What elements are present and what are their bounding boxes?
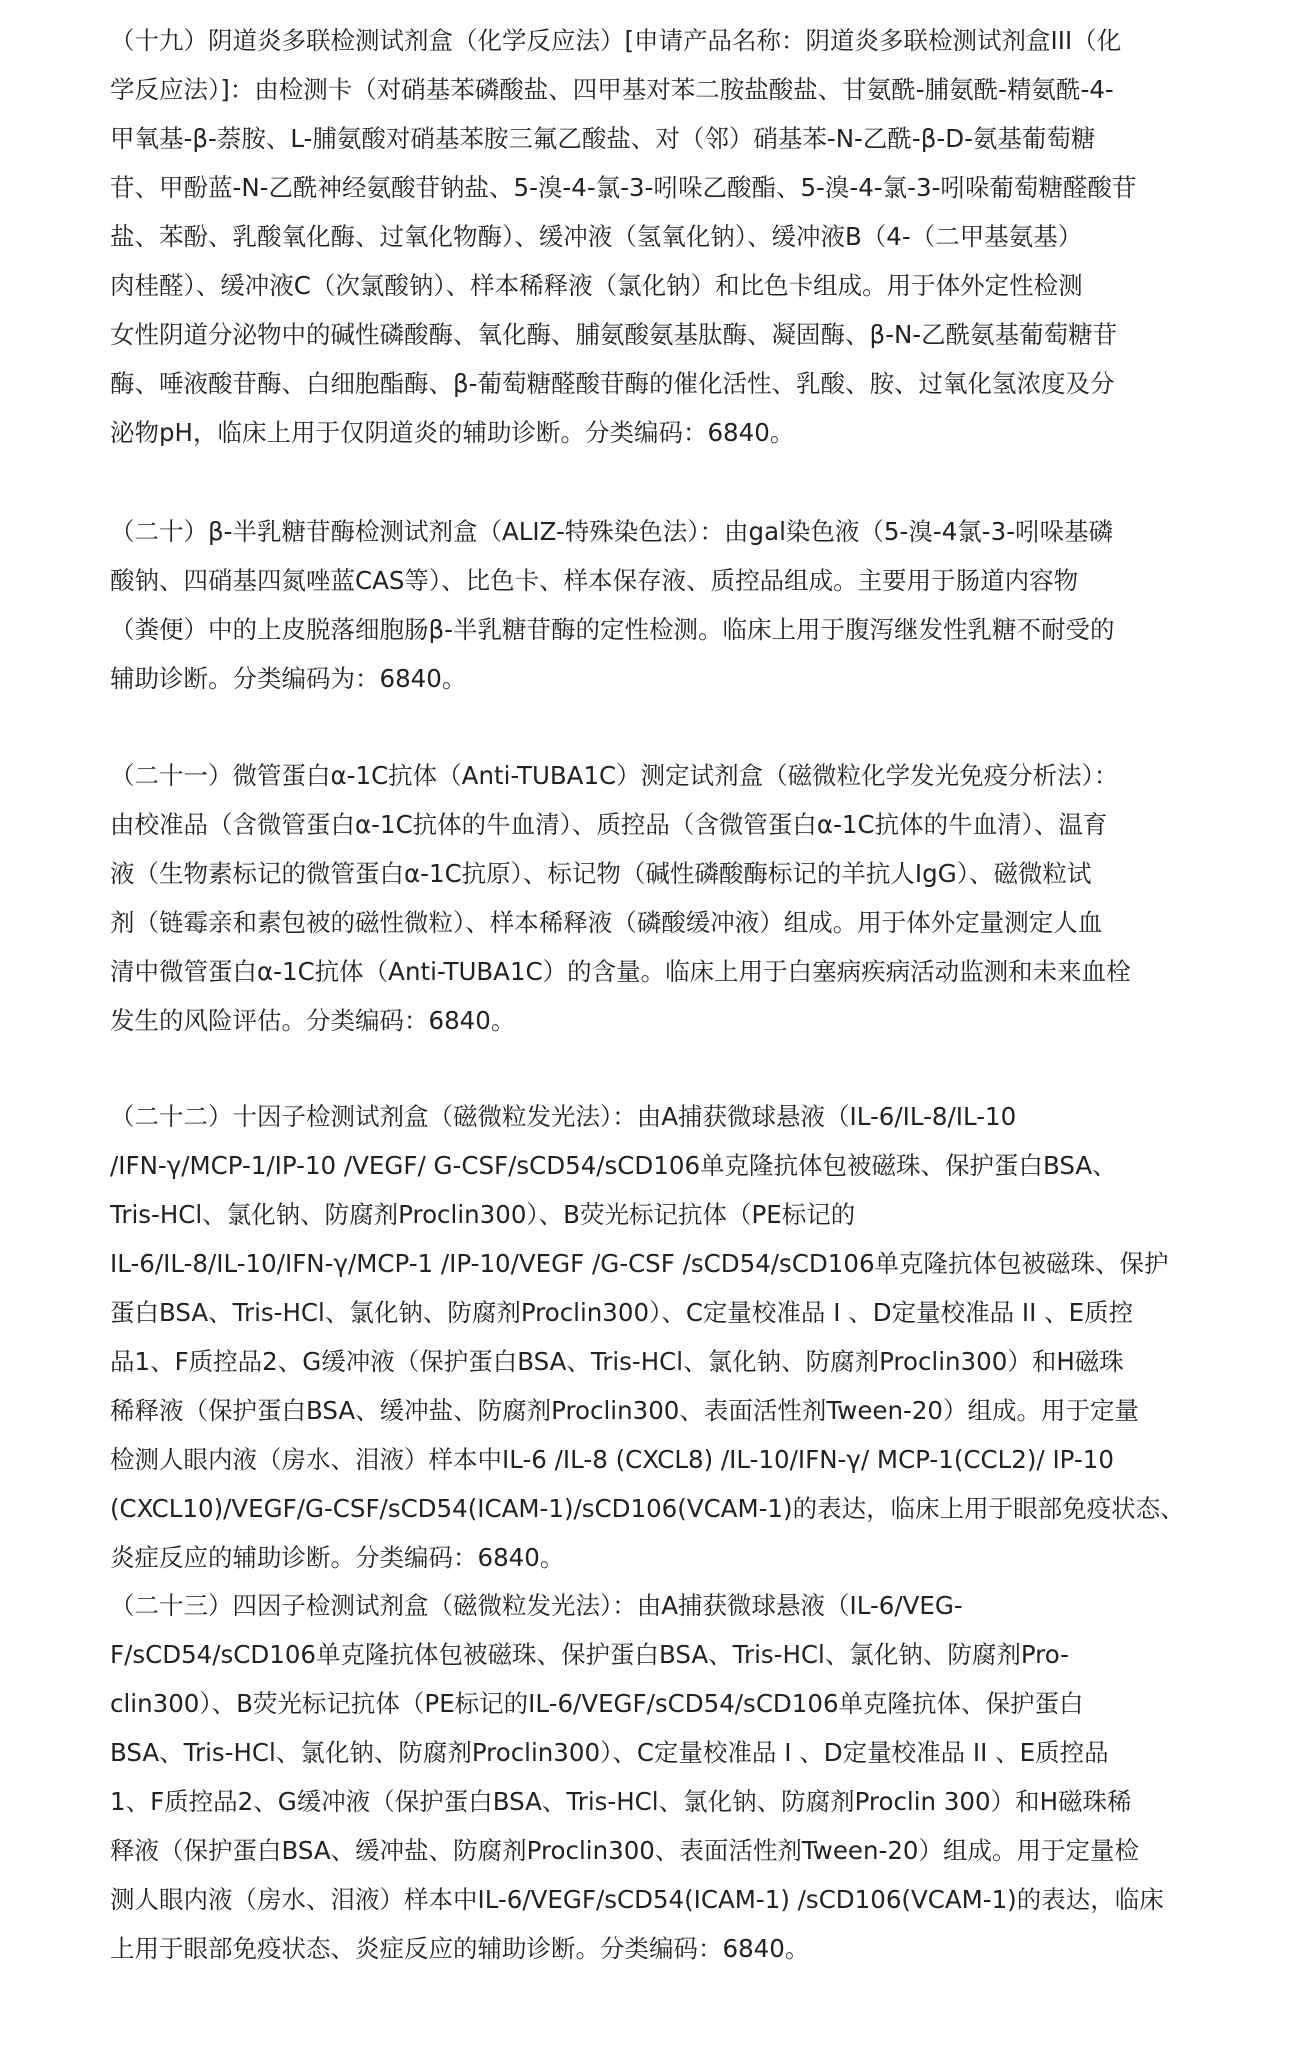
text-line: 女性阴道分泌物中的碱性磷酸酶、氧化酶、脯氨酸氨基肽酶、凝固酶、β-N-乙酰氨基葡萄糖苷 — [110, 320, 1118, 349]
text-line: （十九）阴道炎多联检测试剂盒（化学反应法）[申请产品名称：阴道炎多联检测试剂盒III（化 — [110, 26, 1122, 55]
text-line: F/sCD54/sCD106单克隆抗体包被磁珠、保护蛋白BSA、Tris-HCl、氯化钠、防腐剂Pro- — [110, 1640, 1070, 1669]
text-line: 肉桂醛）、缓冲液C（次氯酸钠）、样本稀释液（氯化钠）和比色卡组成。用于体外定性检测 — [110, 271, 1083, 300]
text-line: 检测人眼内液（房水、泪液）样本中IL-6 /IL-8 (CXCL8) /IL-10/IFN-γ/ MCP-1(CCL2)/ IP-10 — [110, 1445, 1114, 1474]
entry-20-paragraph — [110, 507, 1192, 703]
text-line: BSA、Tris-HCl、氯化钠、防腐剂Proclin300）、C定量校准品 I 、D定量校准品 II 、E质控品 — [110, 1738, 1109, 1767]
text-line: （二十二）十因子检测试剂盒（磁微粒发光法）：由A捕获微球悬液（IL-6/IL-8/IL-10 — [110, 1102, 1017, 1131]
text-line: 液（生物素标记的微管蛋白α-1C抗原）、标记物（碱性磷酸酶标记的羊抗人IgG）、磁微粒试 — [110, 859, 1092, 888]
text-line: 剂（链霉亲和素包被的磁性微粒）、样本稀释液（磷酸缓冲液）组成。用于体外定量测定人血 — [110, 908, 1103, 937]
text-line: 1、F质控品2、G缓冲液（保护蛋白BSA、Tris-HCl、氯化钠、防腐剂Proclin 300）和H磁珠稀 — [110, 1787, 1132, 1816]
text-line: 苷、甲酚蓝-N-乙酰神经氨酸苷钠盐、5-溴-4-氯-3-吲哚乙酸酯、5-溴-4-氯-3-吲哚葡萄糖醛酸苷 — [110, 173, 1137, 202]
text-line: 稀释液（保护蛋白BSA、缓冲盐、防腐剂Proclin300、表面活性剂Tween-20）组成。用于定量 — [110, 1396, 1140, 1425]
entry-19-paragraph — [110, 16, 1192, 457]
text-line: 由校准品（含微管蛋白α-1C抗体的牛血清）、质控品（含微管蛋白α-1C抗体的牛血清）、温育 — [110, 810, 1108, 839]
text-line: /IFN-γ/MCP-1/IP-10 /VEGF/ G-CSF/sCD54/sCD106单克隆抗体包被磁珠、保护蛋白BSA、 — [110, 1151, 1117, 1180]
entry-22-paragraph — [110, 1092, 1192, 1582]
text-line: （二十一）微管蛋白α-1C抗体（Anti-TUBA1C）测定试剂盒（磁微粒化学发光免疫分析法）： — [110, 761, 1119, 790]
text-line: 酸钠、四硝基四氮唑蓝CAS等）、比色卡、样本保存液、质控品组成。主要用于肠道内容物 — [110, 566, 1079, 595]
text-line: 盐、苯酚、乳酸氧化酶、过氧化物酶）、缓冲液（氢氧化钠）、缓冲液B（4-（二甲基氨基） — [110, 222, 1083, 251]
text-line: (CXCL10)/VEGF/G-CSF/sCD54(ICAM-1)/sCD106(VCAM-1)的表达，临床上用于眼部免疫状态、 — [110, 1494, 1185, 1523]
entry-21-paragraph — [110, 751, 1192, 1045]
text-line: 炎症反应的辅助诊断。分类编码：6840。 — [110, 1543, 565, 1572]
text-line: 酶、唾液酸苷酶、白细胞酯酶、β-葡萄糖醛酸苷酶的催化活性、乳酸、胺、过氧化氢浓度及分 — [110, 369, 1115, 398]
text-line: 品1、F质控品2、G缓冲液（保护蛋白BSA、Tris-HCl、氯化钠、防腐剂Proclin300）和H磁珠 — [110, 1347, 1124, 1376]
text-line: 释液（保护蛋白BSA、缓冲盐、防腐剂Proclin300、表面活性剂Tween-20）组成。用于定量检 — [110, 1836, 1140, 1865]
text-line: 清中微管蛋白α-1C抗体（Anti-TUBA1C）的含量。临床上用于白塞病疾病活动监测和未来血栓 — [110, 957, 1131, 986]
text-line: 发生的风险评估。分类编码：6840。 — [110, 1006, 516, 1035]
text-line: 辅助诊断。分类编码为：6840。 — [110, 664, 467, 693]
text-line: 蛋白BSA、Tris-HCl、氯化钠、防腐剂Proclin300）、C定量校准品 I 、D定量校准品 II 、E质控 — [110, 1298, 1134, 1327]
text-line: 甲氧基-β-萘胺、L-脯氨酸对硝基苯胺三氟乙酸盐、对（邻）硝基苯-N-乙酰-β-D-氨基葡萄糖 — [110, 124, 1096, 153]
text-line: clin300）、B荧光标记抗体（PE标记的IL-6/VEGF/sCD54/sCD106单克隆抗体、保护蛋白 — [110, 1689, 1084, 1718]
text-line: 测人眼内液（房水、泪液）样本中IL-6/VEGF/sCD54(ICAM-1) /sCD106(VCAM-1)的表达，临床 — [110, 1885, 1164, 1914]
entry-23-paragraph — [110, 1581, 1192, 1973]
text-line: （二十三）四因子检测试剂盒（磁微粒发光法）：由A捕获微球悬液（IL-6/VEG- — [110, 1591, 963, 1620]
text-line: 上用于眼部免疫状态、炎症反应的辅助诊断。分类编码：6840。 — [110, 1934, 810, 1963]
text-line: 泌物pH，临床上用于仅阴道炎的辅助诊断。分类编码：6840。 — [110, 418, 795, 447]
text-line: （二十）β-半乳糖苷酶检测试剂盒（ALIZ-特殊染色法）：由gal染色液（5-溴-4氯-3-吲哚基磷 — [110, 517, 1114, 546]
text-line: IL-6/IL-8/IL-10/IFN-γ/MCP-1 /IP-10/VEGF /G-CSF /sCD54/sCD106单克隆抗体包被磁珠、保护 — [110, 1249, 1169, 1278]
text-line: （粪便）中的上皮脱落细胞肠β-半乳糖苷酶的定性检测。临床上用于腹泻继发性乳糖不耐受的 — [110, 615, 1115, 644]
text-line: 学反应法）]：由检测卡（对硝基苯磷酸盐、四甲基对苯二胺盐酸盐、甘氨酰-脯氨酰-精氨酰-4- — [110, 75, 1114, 104]
text-line: Tris-HCl、氯化钠、防腐剂Proclin300）、B荧光标记抗体（PE标记的 — [110, 1200, 856, 1229]
